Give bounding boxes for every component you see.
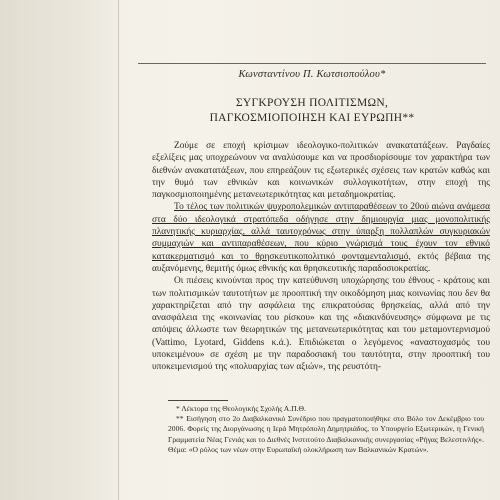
article-title [138,96,486,126]
footnotes [168,404,484,455]
title-line-1: ΣΥΓΚΡΟΥΣΗ ΠΟΛΙΤΙΣΜΩΝ, [235,97,389,109]
article-body [152,140,490,374]
paragraph-3: Οι πιέσεις κινούνται προς την κατεύθυνση υποχώρησης του έθνους - κράτους και των πολιτισμικών ταυτοτήτων με προοπτική την οικοδόμηση μιας κοινωνίας που δεν θα χαρακτηρίζεται από την ασφάλεια της επικρατούσας θρησκείας, αλλά από την ανασφάλεια της «κοινωνίας του ρίσκου» και της «διακινδύνευσης» σύμφωνα με τις απόψεις άλλωστε των θεωρητικών της μετανεωτερικότητας και του μεταμοντερνισμού (Vattimo, Lyotard, Giddens κ.ά.). Επιδιώκεται ο λεγόμενος «αναστοχασμός του υποκειμένου» σε σχέση με την παραδοσιακή του ταυτότητα, στην προοπτική του υποκειμενισμού της «πολυαρχίας των αξιών», της ρευστότη- [152,276,490,373]
header-rule [138,63,486,64]
gutter-edge [118,0,119,500]
footnote-1: * Λέκτορα της Θεολογικής Σχολής Α.Π.Θ. [176,404,306,413]
page-gutter [0,0,118,500]
title-line-2: ΠΑΓΚΟΣΜΙΟΠΟΙΗΣΗ ΚΑΙ ΕΥΡΩΠΗ** [209,112,415,124]
paragraph-2-underlined-start: Το τέλος των πολιτικών ψυχροπολεμικών αντιπαραθέσεων το 20ού αιώνα ανάμεσα στα δύο ιδεολογικά στρατόπεδα οδήγησε στην δημιουργία μιας μονοπολιτικής πλανητικής κυριαρχίας, [152,202,490,238]
paragraph-1: Ζούμε σε εποχή κρίσιμων ιδεολογικο-πολιτικών ανακατατάξεων. Ραγδαίες εξελίξεις μας υποχρεώνουν να αναλύσουμε και να προσδιορίσουμε τον χαρακτήρα των διεθνών ανακατατάξεων, που επηρεάζουν τις εξωτερικές σχέσεις των κρατών καθώς και την θυμό των εθνικών και κοινωνικών συλλογικοτήτων, στην εποχή της παγκοσμιοποιημένης μετανεωτερικότητας και μεταδημοκρατίας. [152,141,490,201]
paragraph-2-end: εκτός βέβαια της αυξανόμενης, θεμιτής όμως εθνικής και θρησκευτικής παραδοσιοκρατίας. [152,251,490,274]
footnote-2: ** Εισήγηση στο 2ο Διαβαλκανικό Συνέδριο που πραγματοποιήθηκε στο Βόλο τον Δεκέμβριο του 2006. Φορείς της Διοργάνωσης η Ιερά Μητρόπολη Δημητριάδος, το Υπουργείο Εξωτερικών, η Γενική Γραμματεία Νέας Γενιάς και το Διεθνές Ινστιτούτο Διαβαλκανικής συνεργασίας «Ρήγας Βελεστινλής». Θέμα: «Ο ρόλος των νέων στην Ευρωπαϊκή ολοκλήρωση των Βαλκανικών Κρατών». [168,414,484,454]
footnote-rule [168,400,228,401]
paragraph-2 [152,201,490,275]
paragraph-2-underlined-middle: αλλά ταυτοχρόνως στην ύπαρξη πολλαπλών συγκυριακών συμμαχιών και αντιπαραθέσεων, που κύριο γνώρισμά τους έχουν τον εθνικό κατακερματισμό και το θρησκευτικοπολιτικό φονταμενταλισμό, [152,227,490,262]
author-line: Κωνσταντίνου Π. Κωτσιοπούλου* [238,69,386,80]
